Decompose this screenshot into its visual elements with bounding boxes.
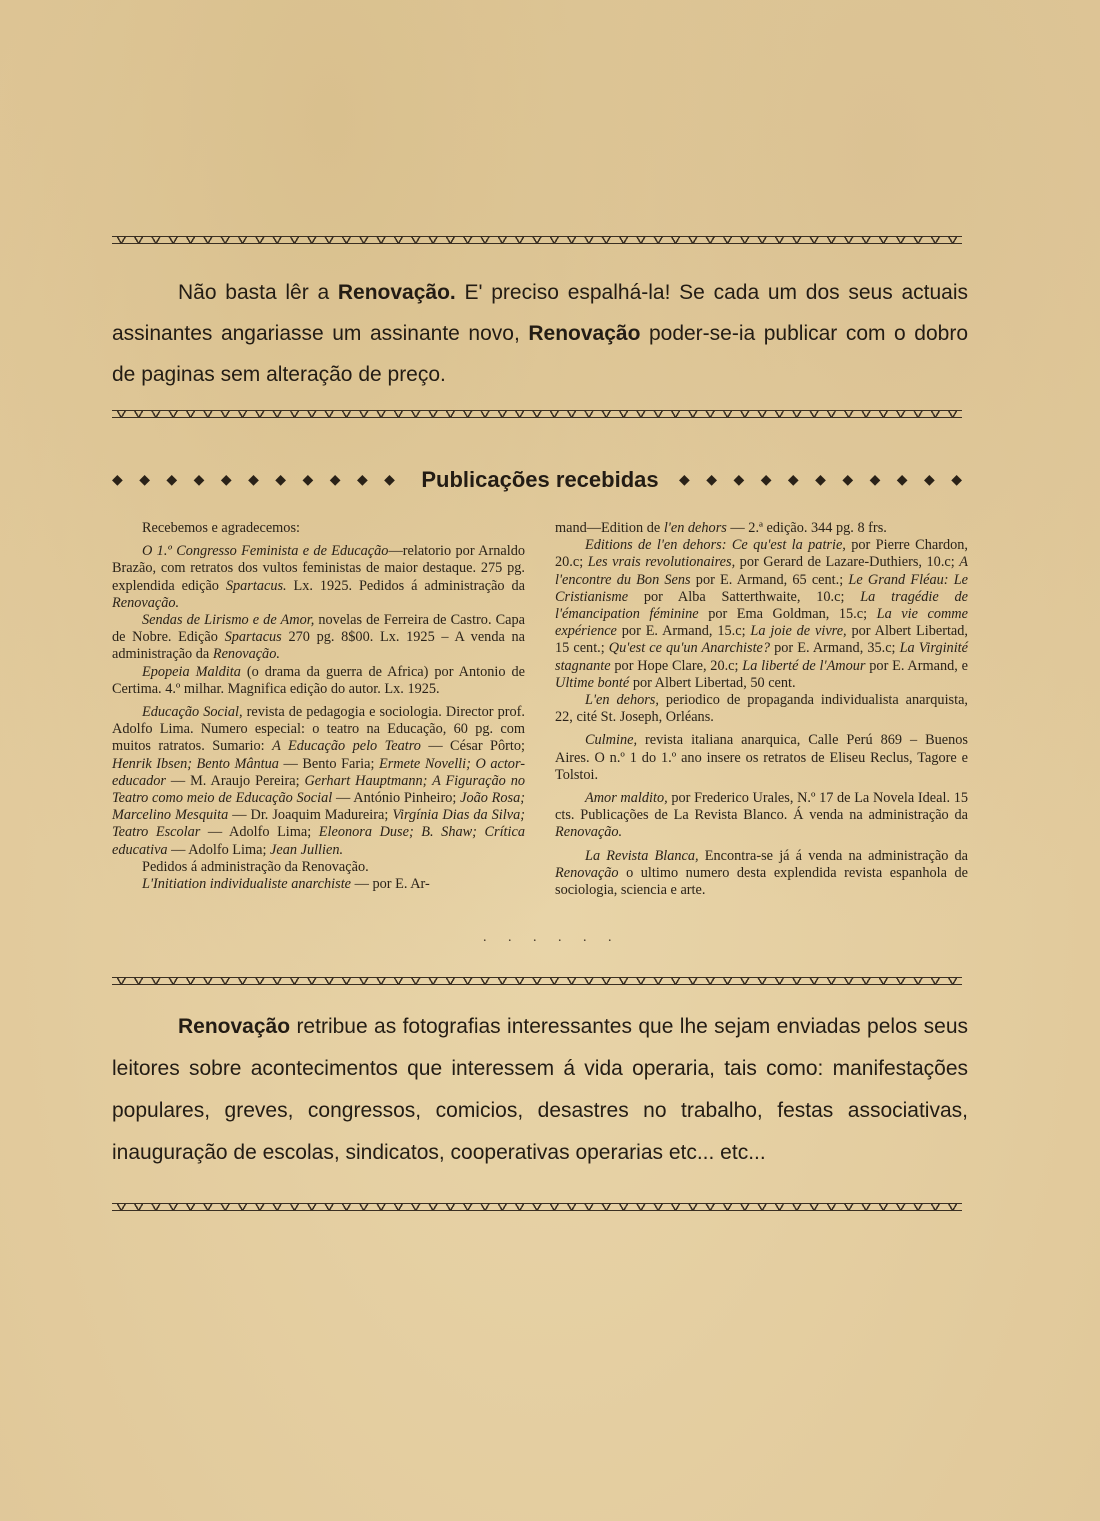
ornamental-rule-2	[112, 410, 962, 418]
notice-top	[112, 272, 968, 395]
column-right	[555, 520, 968, 899]
brand-name: Renovação.	[337, 281, 456, 304]
diamond-ornament-left: ◆ ◆ ◆ ◆ ◆ ◆ ◆ ◆ ◆ ◆ ◆	[112, 472, 401, 488]
entry-en-dehors: L'en dehors, periodico de propaganda individualista anarquista, 22, cité St. Joseph, Orléans.	[555, 692, 969, 726]
entry-revista-blanca: La Revista Blanca, Encontra-se já á venda na administração da Renovação o ultimo numero desta explendida revista espanhola de sociologia, sciencia e arte.	[555, 847, 968, 899]
entry-pedidos: Pedidos á administração da Renovação.	[142, 858, 369, 875]
publications-header	[112, 462, 968, 498]
notice-text: poder-se-ia publicar com o dobro de paginas sem alteração de preço.	[112, 322, 969, 386]
brand-name: Renovação	[528, 322, 641, 345]
notice-text: E' preciso espalhá-la! Se cada um dos seus actuais assinantes angariasse um assinante novo,	[112, 281, 968, 345]
notice-text: Não basta lêr a	[178, 281, 338, 304]
section-title: Publicações recebidas	[421, 467, 659, 492]
notice-text: retribue as fotografias interessantes que lhe sejam enviadas pelos seus leitores sobre acontecimentos que interessem á vida operaria, tais como: manifestações populares, greves, congressos, comicios, desastres no trabalho, festas associativas, inauguração de escolas, sindicatos, cooperativas operarias etc... etc...	[112, 1015, 968, 1164]
entry-initiation-cont: mand—Edition de l'en dehors — 2.ª edição. 344 pg. 8 frs.	[555, 520, 887, 536]
entry-culmine: Culmine, revista italiana anarquica, Calle Perú 869 – Buenos Aires. O n.º 1 do 1.º ano insere os retratos de Eliseu Reclus, Tagore e Tolstoi.	[555, 732, 968, 783]
ornamental-rule-4	[112, 1203, 962, 1211]
entry-sendas: Sendas de Lirismo e de Amor, novelas de Ferreira de Castro. Capa de Nobre. Edição Spartacus 270 pg. 8$00. Lx. 1925 – A venda na administração da Renovação.	[112, 612, 526, 663]
column-left	[112, 520, 525, 893]
ornamental-rule-3	[112, 977, 962, 985]
notice-bottom	[112, 1006, 968, 1174]
entry-epopeia: Epopeia Maldita (o drama da guerra de Africa) por Antonio de Certima. 4.º milhar. Magnifica edição do autor. Lx. 1925.	[112, 663, 525, 697]
entry-educacao-social: Educação Social, revista de pedagogia e sociologia. Director prof. Adolfo Lima. Numero especial: o teatro na Educação, 60 pg. com muitos ratratos. Sumario: A Educação pelo Teatro — César Pôrto; Henrik Ibsen; Bento Mântua — Bento Faria; Ermete Novelli; O actor-educador — M. Araujo Pereira; Gerhart Hauptmann; A Figuração no Teatro como meio de Educação Social — António Pinheiro; João Rosa; Marcelino Mesquita — Dr. Joaquim Madureira; Virgínia Dias da Silva; Teatro Escolar — Adolfo Lima; Eleonora Duse; B. Shaw; Crítica educativa — Adolfo Lima; Jean Jullien.	[112, 704, 526, 858]
entry-congresso: O 1.º Congresso Feminista e de Educação—relatorio por Arnaldo Brazão, com retratos dos vultos feministas de maior destaque. 275 pg. explendida edição Spartacus. Lx. 1925. Pedidos á administração da Renovação.	[112, 543, 525, 611]
intro-line: Recebemos e agradecemos:	[142, 520, 300, 536]
entry-initiation: L'Initiation individualiste anarchiste — por E. Ar-	[142, 876, 430, 893]
brand-name: Renovação	[178, 1015, 291, 1038]
entry-amor-maldito: Amor maldito, por Frederico Urales, N.º 17 de La Novela Ideal. 15 cts. Publicações de La Revista Blanco. Á venda na administração da Renovação.	[555, 790, 968, 841]
diamond-ornament-right: ◆ ◆ ◆ ◆ ◆ ◆ ◆ ◆ ◆ ◆ ◆	[679, 472, 968, 488]
entry-editions: Editions de l'en dehors: Ce qu'est la patrie, por Pierre Chardon, 20.c; Les vrais revolutionaires, por Gerard de Lazare-Duthiers, 10.c; A l'encontre du Bon Sens por E. Armand, 65 cent.; Le Grand Fléau: Le Cristianisme por Alba Satterthwaite, 10.c; La tragédie de l'émancipation féminine por Ema Goldman, 15.c; La vie comme expérience por E. Armand, 15.c; La joie de vivre, por Albert Libertad, 15 cent.; Qu'est ce qu'un Anarchiste? por E. Armand, 35.c; La Virginité stagnante por Hope Clare, 20.c; La liberté de l'Amour por E. Armand, e Ultime bonté por Albert Libertad, 50 cent.	[555, 537, 969, 691]
continuation-dots: . . . . . .	[483, 930, 621, 945]
ornamental-rule-1	[112, 236, 962, 244]
